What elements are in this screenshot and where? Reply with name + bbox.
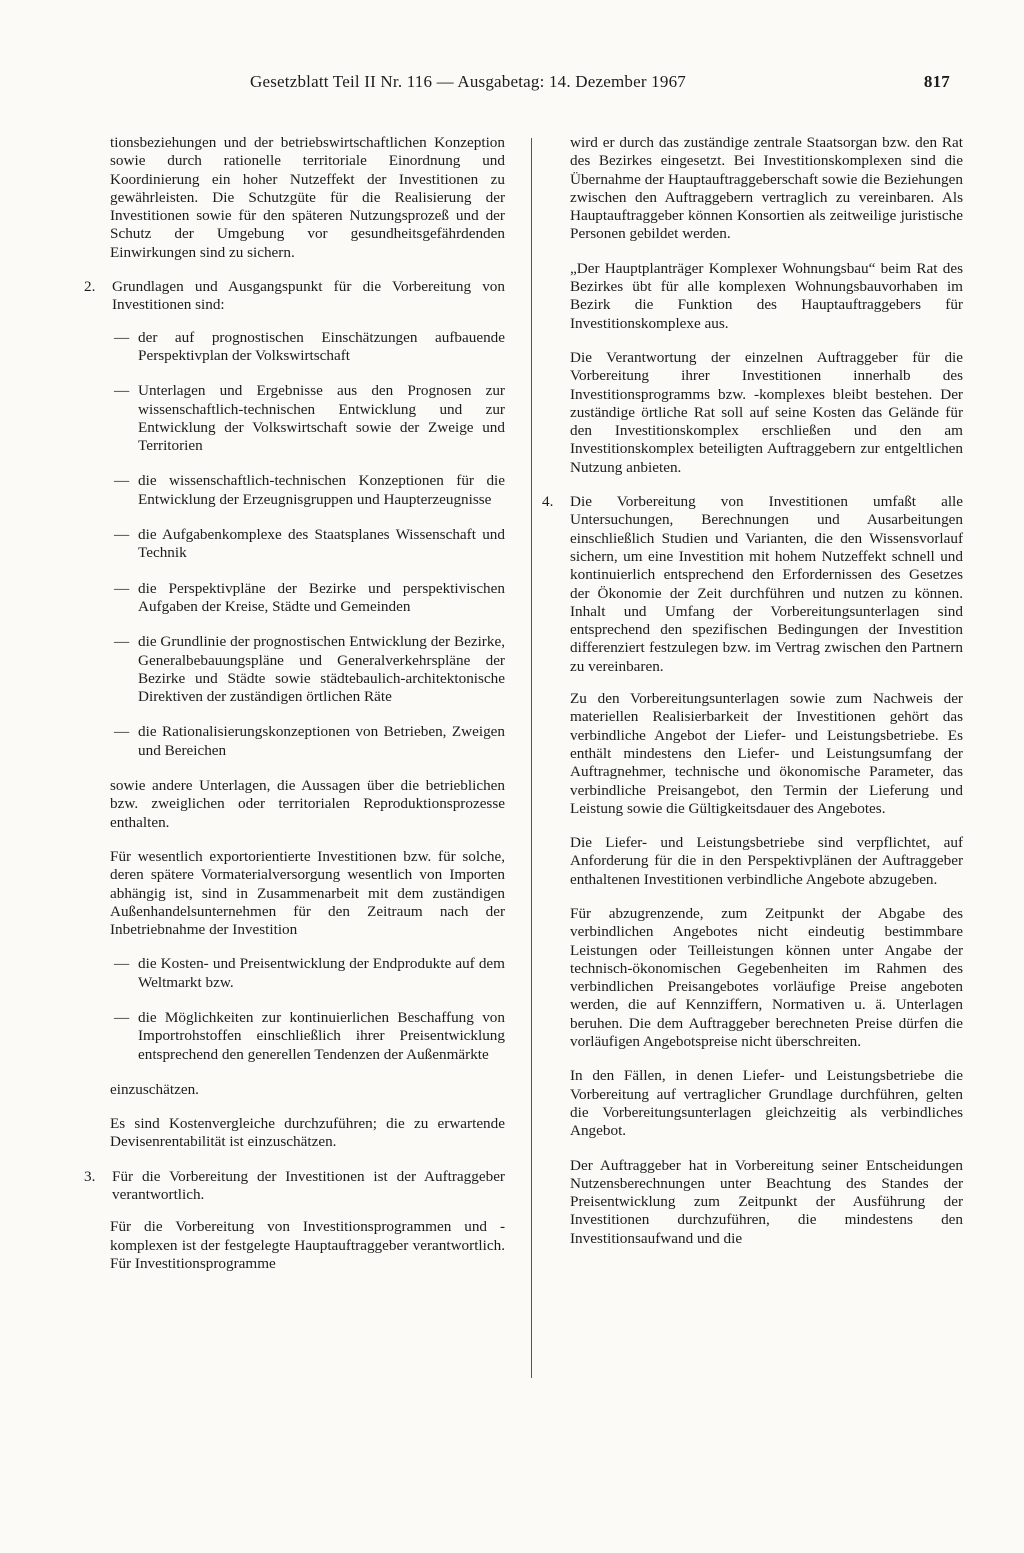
paragraph: Es sind Kostenvergleiche durchzuführen; die zu erwartende Devisenrentabilität ist einzuschätzen. — [110, 1115, 505, 1151]
list-item — [110, 955, 505, 992]
item-number: 2. — [84, 278, 96, 296]
paragraph: Die Liefer- und Leistungsbetriebe sind verpflichtet, auf Anforderung für die in den Perspektivplänen der Auftraggeber enthaltenen Investitionen verbindliche Angebote abzugeben. — [570, 834, 963, 888]
list-item-text: die Perspektivpläne der Bezirke und perspektivischen Aufgaben der Kreise, Städte und Gemeinden — [138, 579, 505, 615]
list-item — [110, 382, 505, 455]
dash-bullet: — — [114, 382, 130, 400]
paragraph: Für die Vorbereitung von Investitionsprogrammen und -komplexen ist der festgelegte Hauptauftraggeber verantwortlich. Für Investitionsprogramme — [110, 1218, 505, 1272]
list-item — [110, 472, 505, 509]
dash-bullet: — — [114, 328, 130, 346]
list-item — [110, 329, 505, 366]
paragraph: „Der Hauptplanträger Komplexer Wohnungsbau“ beim Rat des Bezirkes übt für alle komplexen Wohnungsbauvorhaben im Bezirk die Funktion des Hauptauftraggebers für Investitionskomplexe aus. — [570, 259, 963, 332]
dash-bullet: — — [114, 633, 130, 651]
paragraph: Für wesentlich exportorientierte Investitionen bzw. für solche, deren spätere Vormaterialversorgung wesentlich von Importen abhängig ist, sind in Zusammenarbeit mit dem zuständigen Außenhandelsunternehmen für den Zeitraum nach der Inbetriebnahme der Investition — [110, 847, 505, 939]
list-item — [110, 526, 505, 563]
list-item-text: die wissenschaftlich-technischen Konzeptionen für die Entwicklung der Erzeugnisgruppen und Haupterzeugnisse — [138, 472, 505, 508]
paragraph: sowie andere Unterlagen, die Aussagen über die betrieblichen bzw. zweiglichen oder territorialen Reproduktionsprozesse enthalten. — [110, 777, 505, 831]
list-item — [110, 1009, 505, 1064]
paragraph: tionsbeziehungen und der betriebswirtschaftlichen Konzeption sowie durch rationelle territoriale Einordnung und Koordinierung ein hoher Nutzeffekt der Investitionen zu gewährleisten. Die Schutzgüte für die Realisierung der Investitionen sowie für den späteren Nutzungsprozeß und der Schutz der Umgebung vor gesundheitsgefährdenden Einwirkungen sind zu sichern. — [110, 134, 505, 261]
list-item-text: die Grundlinie der prognostischen Entwicklung der Bezirke, Generalbebauungspläne und Generalverkehrspläne der Bezirke und Städte sowie städtebaulich-architektonische Direktiven der zuständigen örtlichen Räte — [138, 633, 505, 706]
list-item — [110, 633, 505, 706]
dash-bullet: — — [114, 1008, 130, 1026]
paragraph: Für abzugrenzende, zum Zeitpunkt der Abgabe des verbindlichen Angebotes nicht eindeutig bestimmbare Leistungen oder Teilleistungen können unter Angabe der technisch-ökonomischen Gegebenheiten im Rahmen des verbindlichen Preisangebotes vorläufige Preise angeboten werden, die auf Kennziffern, Normativen u. ä. Unterlagen beruhen. Die dem Auftraggeber berechneten Preise dürfen die vorläufigen Angebotspreise nicht überschreiten. — [570, 904, 963, 1051]
numbered-item — [84, 1168, 505, 1205]
item-number: 3. — [84, 1167, 96, 1185]
list-item-text: die Kosten- und Preisentwicklung der Endprodukte auf dem Weltmarkt bzw. — [138, 955, 505, 991]
list-item-text: die Möglichkeiten zur kontinuierlichen Beschaffung von Importrohstoffen einschließlich ihrer Preisentwicklung entsprechend den generellen Tendenzen der Außenmärkte — [138, 1008, 505, 1063]
item-text: Grundlagen und Ausgangspunkt für die Vorbereitung von Investitionen sind: — [112, 278, 505, 314]
list-item — [110, 723, 505, 760]
numbered-item — [84, 278, 505, 315]
paragraph: Zu den Vorbereitungsunterlagen sowie zum Nachweis der materiellen Realisierbarkeit der Investitionen gehört das verbindliche Angebot der Liefer- und Leistungsbetriebe. Es enthält mindestens den Liefer- und Leistungsumfang der Auftragnehmer, technische und ökonomische Parameter, das verbindliche Preisangebot, den Termin der Lieferung und Leistung sowie die Gültigkeitsdauer des Angebotes. — [570, 690, 963, 817]
paragraph: einzuschätzen. — [110, 1080, 199, 1098]
item-text: Für die Vorbereitung der Investitionen ist der Auftraggeber verantwortlich. — [112, 1167, 505, 1204]
paragraph: wird er durch das zuständige zentrale Staatsorgan bzw. den Rat des Bezirkes eingesetzt. Bei Investitionskomplexen sind die Übernahme der Hauptauftraggeberschaft sowie die Beziehungen zwischen den Auftraggebern vertraglich zu vereinbaren. Als Hauptauftraggeber können Konsortien als zeitweilige juristische Personen gebildet werden. — [570, 134, 963, 243]
list-item-text: die Aufgabenkomplexe des Staatsplanes Wissenschaft und Technik — [138, 526, 505, 562]
page-number: 817 — [923, 72, 950, 91]
paragraph: Die Verantwortung der einzelnen Auftraggeber für die Vorbereitung ihrer Investitionen innerhalb des Investitionsprogramms bzw. -komplexes bleibt bestehen. Der zuständige örtliche Rat soll auf seine Kosten das Gelände für den Investitionskomplex erschließen und den am Investitionskomplex beteiligten Auftraggebern zur entgeltlichen Nutzung anbieten. — [570, 348, 963, 476]
dash-bullet: — — [114, 526, 130, 544]
left-column — [84, 134, 505, 1289]
paragraph: Der Auftraggeber hat in Vorbereitung seiner Entscheidungen Nutzensberechnungen unter Beachtung des Standes der Preisentwicklung zum Zeitpunkt der Ausführung der Investitionen durchzuführen, die mindestens den Investitionsaufwand und die — [570, 1156, 963, 1247]
dash-bullet: — — [114, 579, 130, 597]
item-text: Die Vorbereitung von Investitionen umfaßt alle Untersuchungen, Berechnungen und Ausarbeitungen einschließlich Studien und Varianten, die den Wissensvorlauf sichern, um eine Investition mit hohem Nutzeffekt schnell und kontinuierlich entsprechend den Erfordernissen des Gesetzes der Ökonomie der Zeit durchführen und nutzen zu können. Inhalt und Umfang der Vorbereitungsunterlagen sind entsprechend den spezifischen Bedingungen der Investition differenziert festzulegen bzw. im Vertrag zwischen den Partnern zu vereinbaren. — [570, 493, 963, 675]
dash-bullet: — — [114, 723, 130, 741]
right-column — [542, 134, 963, 1264]
dash-bullet: — — [114, 955, 130, 973]
header-title: Gesetzblatt Teil II Nr. 116 — Ausgabetag: 14. Dezember 1967 — [250, 72, 686, 91]
paragraph: In den Fällen, in denen Liefer- und Leistungsbetriebe die Vorbereitung auf vertraglicher Grundlage durchführen, gelten die Vorbereitungsunterlagen gleichzeitig als verbindliches Angebot. — [570, 1067, 963, 1140]
item-number: 4. — [542, 493, 554, 511]
numbered-item — [542, 493, 963, 676]
page-header — [250, 72, 950, 98]
list-item — [110, 580, 505, 617]
dash-bullet: — — [114, 472, 130, 490]
list-item-text: der auf prognostischen Einschätzungen aufbauende Perspektivplan der Volkswirtschaft — [138, 328, 505, 364]
list-item-text: Unterlagen und Ergebnisse aus den Prognosen zur wissenschaftlich-technischen Entwicklung und zur Entwicklung der Volkswirtschaft sowie der Zweige und Territorien — [138, 382, 505, 455]
list-item-text: die Rationalisierungskonzeptionen von Betrieben, Zweigen und Bereichen — [138, 723, 505, 759]
column-divider — [531, 138, 532, 1378]
